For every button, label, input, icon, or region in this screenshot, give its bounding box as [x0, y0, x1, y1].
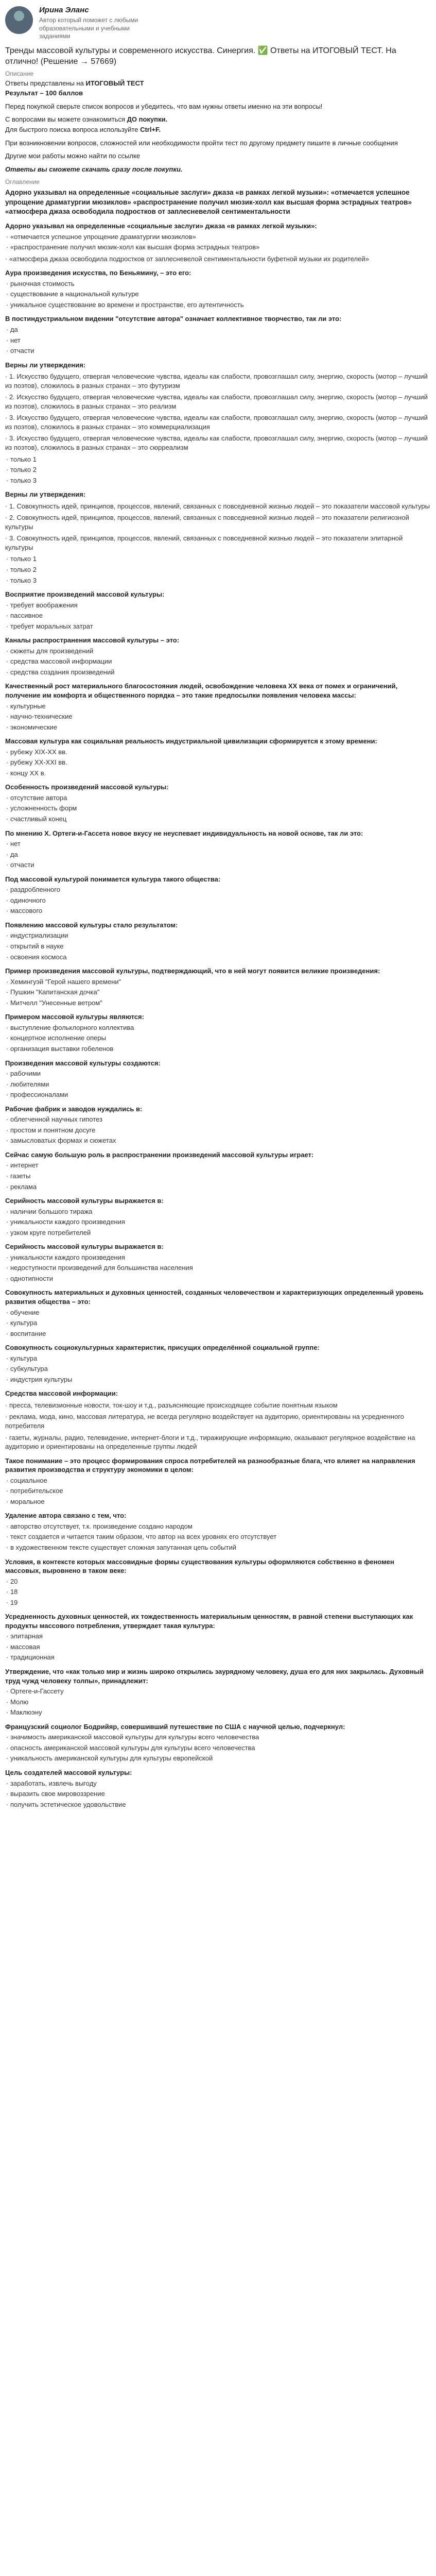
question-text: Цель создателей массовой культуры:	[5, 1768, 132, 1776]
answer-option: · да	[6, 325, 18, 333]
answer-option: · одиночного	[6, 896, 46, 904]
answer-option: · только 2	[6, 466, 37, 474]
answer-option: · существование в национальной культуре	[6, 290, 139, 298]
question-block	[5, 1557, 431, 1607]
question-text: Восприятие произведений массовой культуры:	[5, 590, 165, 599]
answer-option: · средства создания произведений	[6, 668, 115, 676]
answer-option: · любителями	[6, 1080, 49, 1088]
question-block	[5, 636, 431, 676]
answer-option: · облегченной научных гипотез	[6, 1115, 102, 1124]
question-block	[5, 1722, 431, 1763]
answer-option: · рыночная стоимость	[6, 279, 75, 287]
answer-option: · заработать, извлечь выгоду	[6, 1779, 97, 1787]
page-title: Тренды массовой культуры и современного искусства. Синергия. ✅ Ответы на ИТОГОВЫЙ ТЕСТ. На отлично! (Решение → 57669)	[5, 46, 396, 66]
answer-option: · культурные	[6, 702, 46, 710]
question-block	[5, 1105, 431, 1145]
question-block	[5, 1667, 431, 1717]
question-text: Особенность произведений массовой культуры:	[5, 783, 169, 791]
paragraph-other-works[interactable]: Другие мои работы можно найти по ссылке	[5, 152, 141, 160]
question-block	[5, 1456, 431, 1506]
answer-option: · Ортеге-и-Гассету	[6, 1687, 64, 1696]
question-text: Верны ли утверждения:	[5, 361, 86, 369]
question-text: Пример произведения массовой культуры, подтверждающий, что в ней могут появится великие произведения:	[5, 967, 380, 975]
question-block	[5, 1612, 431, 1662]
answer-option: · только 1	[6, 555, 37, 563]
answer-option: · 2. Искусство будущего, отвергая человеческие чувства, идеалы как слабости, провозглашал силу, энергию, скорость (мотор – лучший из поэтов), сложилось в разных странах – это реализм	[5, 393, 428, 410]
question-text: Условия, в контексте которых массовидные формы существования культуры оформляются собственно в феномен массовых, выровнено в таком веке:	[5, 1557, 394, 1575]
answer-option: · замысловатых формах и сюжетах	[6, 1137, 116, 1145]
answer-option: · в художественном тексте существует сложная запутанная цепь событий	[6, 1544, 236, 1552]
question-block	[5, 1150, 431, 1191]
answer-option: · простом и понятном досуге	[6, 1126, 96, 1134]
question-text: Массовая культура как социальная реальность индустриальной цивилизации сформируется к этому времени:	[5, 737, 377, 745]
question-block	[5, 1389, 431, 1451]
answer-option: · концу XX в.	[6, 769, 46, 777]
answer-option: · отчасти	[6, 347, 34, 355]
answer-option: · Хемингуэй "Герой нашего времени"	[6, 977, 121, 986]
question-block	[5, 268, 431, 309]
paragraph-preview	[5, 115, 431, 124]
question-text: Утверждение, что «как только мир и жизнь широко открылись заурядному человеку, душа его для них закрылась. Духовный труд чужд человеку толпы», принадлежит:	[5, 1668, 424, 1685]
author-name[interactable]: Ирина Эланс	[39, 6, 89, 14]
question-text: Удаление автора связано с тем, что:	[5, 1512, 127, 1520]
answer-option: · освоения космоса	[6, 953, 67, 961]
question-block	[5, 490, 431, 585]
question-block	[5, 875, 431, 916]
question-text: Появлению массовой культуры стало результатом:	[5, 921, 178, 929]
answer-option: · культура	[6, 1319, 38, 1327]
paragraph-search	[5, 125, 431, 134]
question-text: Серийность массовой культуры выражается в:	[5, 1243, 164, 1251]
answer-option: · традиционная	[6, 1653, 55, 1662]
answer-option: · массового	[6, 907, 43, 915]
answer-option: · усложненность форм	[6, 804, 77, 812]
answer-option: · экономические	[6, 723, 57, 731]
toc-label: Оглавление	[5, 178, 40, 186]
question-block	[5, 737, 431, 777]
answer-option: · однотипности	[6, 1274, 53, 1282]
answer-option: · требует моральных затрат	[6, 622, 93, 630]
answer-option: · 1. Совокупность идей, принципов, процессов, явлений, связанных с повседневной жизнью людей – это показатели массовой культуры	[5, 502, 430, 510]
question-block	[5, 829, 431, 870]
answer-option: · 19	[6, 1598, 18, 1606]
search-prefix: Для быстрого поиска вопроса используйте	[5, 126, 141, 133]
answer-option: · «распространение получил мюзик-холл как высшая форма эстрадных театров»	[6, 243, 260, 251]
intro-prefix: Ответы представлены на	[5, 79, 86, 87]
question-block	[5, 682, 431, 732]
question-text: Усредненность духовных ценностей, их тождественность материальным ценностям, в равной степени выступающих как продукты массового потребления, утверждает такая культура:	[5, 1613, 413, 1630]
answer-option: · 3. Совокупность идей, принципов, процессов, явлений, связанных с повседневной жизнью людей – это показатели элитарной культуры	[5, 534, 403, 551]
answer-option: · только 3	[6, 476, 37, 484]
answer-option: · открытий в науке	[6, 942, 64, 951]
answer-option: · газеты	[6, 1172, 31, 1180]
question-text: Сейчас самую большую роль в распространении произведений массовой культуры играет:	[5, 1150, 314, 1159]
answer-option: · концертное исполнение оперы	[6, 1034, 106, 1042]
answer-option: · только 1	[6, 455, 37, 463]
question-text: Под массовой культурой понимается культура такого общества:	[5, 875, 221, 883]
answer-option: · 1. Искусство будущего, отвергая человеческие чувства, идеалы как слабости, провозглашал силу, энергию, скорость (мотор – лучший из поэтов), сложилось в разных странах – это футуризм	[5, 372, 428, 389]
question-block	[5, 1012, 431, 1053]
author-info	[39, 4, 158, 41]
question-block	[5, 1196, 431, 1237]
question-text: Совокупность материальных и духовных ценностей, созданных человечеством и характеризующих определенный уровень развития общества – это:	[5, 1289, 424, 1306]
answer-option: · рубежу XX-XXI вв.	[6, 758, 67, 767]
paragraph-contact: При возникновении вопросов, сложностей или необходимости пройти тест по другому предмету пишите в личные сообщения	[5, 139, 398, 147]
answer-option: · культура	[6, 1354, 38, 1362]
answer-option: · текст создается и читается таким образом, что автор на всех уровнях его отсутствует	[6, 1533, 277, 1541]
questions-list	[5, 222, 431, 1809]
author-description: Автор который поможет с любыми образовательными и учебными заданиями	[39, 16, 138, 40]
question-block	[5, 1242, 431, 1283]
question-block	[5, 361, 431, 485]
question-block	[5, 783, 431, 823]
answer-option: · значимость американской массовой культуры для культуры всего человечества	[6, 1733, 259, 1741]
question-text: Адорно указывал на определенные «социальные заслуги» джаза «в рамках легкой музыки»:	[5, 222, 317, 230]
question-text: Средства массовой информации:	[5, 1389, 118, 1398]
answer-option: · организация выставки гобеленов	[6, 1044, 114, 1053]
question-text: Примером массовой культуры являются:	[5, 1013, 144, 1021]
answer-option: · уникальности каждого произведения	[6, 1218, 125, 1226]
answer-option: · индустриализации	[6, 931, 68, 940]
answer-option: · Молю	[6, 1698, 29, 1706]
answer-option: · наличии большого тиража	[6, 1207, 93, 1215]
answer-option: · пресса, телевизионные новости, ток-шоу и т.д., разъясняющие происходящее событие понятным языком	[5, 1401, 338, 1409]
answer-option: · отсутствие автора	[6, 793, 67, 802]
answer-option: · воспитание	[6, 1329, 46, 1337]
avatar[interactable]	[5, 6, 33, 34]
answer-option: · нет	[6, 336, 21, 344]
question-text: Произведения массовой культуры создаются:	[5, 1059, 161, 1067]
answer-option: · уникальное существование во времени и пространстве, его аутентичность	[6, 300, 244, 309]
result-line: Результат – 100 баллов	[5, 89, 83, 97]
answer-option: · средства массовой информации	[6, 657, 112, 666]
question-block	[5, 921, 431, 961]
question-text: Каналы распространения массовой культуры – это:	[5, 636, 180, 645]
question-text: По мнению Х. Ортеги-и-Гассета новое вкусу не неуспевает индивидуальность на новой основе, так ли это:	[5, 829, 363, 837]
question-block	[5, 1511, 431, 1552]
answer-option: · уникальности каждого произведения	[6, 1253, 125, 1261]
answer-option: · газеты, журналы, радио, телевидение, интернет-блоги и т.д., тиражирующие информацию, оказывают регулярное воздействие на аудиторию и ориентированы на определенные группы людей	[5, 1433, 415, 1451]
question-block	[5, 1059, 431, 1099]
answer-option: · авторство отсутствует, т.к. произведение создано народом	[6, 1522, 193, 1530]
answer-option: · 3. Искусство будущего, отвергая человеческие чувства, идеалы как слабости, провозглашал силу, энергию, скорость (мотор – лучший из поэтов), сложилось в разных странах – это коммерциализация	[5, 414, 428, 431]
answer-option: · выразить свое мировоззрение	[6, 1790, 105, 1798]
answer-option: · 18	[6, 1588, 18, 1596]
answer-option: · рубежу XIX-XX вв.	[6, 748, 67, 756]
answer-option: · пассивное	[6, 612, 43, 620]
question-block	[5, 222, 431, 263]
question-text: Такое понимание – это процесс формирования спроса потребителей на разнообразные блага, что влияет на направления развития производства и структуру экономики в целом:	[5, 1456, 415, 1474]
question-text: Аура произведения искусства, по Беньямину, – это его:	[5, 269, 191, 277]
description-label: Описание	[5, 70, 34, 77]
answer-option: · Пушкин "Капитанская дочка"	[6, 988, 100, 996]
author-block	[5, 4, 431, 41]
answer-option: · узком круге потребителей	[6, 1228, 91, 1236]
answer-option: · раздробленного	[6, 886, 60, 894]
answer-option: · только 3	[6, 576, 37, 584]
paragraph-download: Ответы вы сможете скачать сразу после покупки.	[5, 165, 183, 173]
question-block	[5, 1343, 431, 1384]
answer-option: · индустрия культуры	[6, 1375, 73, 1383]
answer-option: · реклама, мода, кино, массовая литература, не всегда регулярно воздействует на аудиторию, ориентированы на усредненного потребителя	[5, 1413, 404, 1430]
intro-line	[5, 79, 431, 88]
answer-option: · недоступности произведений для большинства населения	[6, 1264, 193, 1272]
preview-prefix: С вопросами вы можете ознакомиться	[5, 115, 127, 124]
toc-title[interactable]: Адорно указывал на определенные «социальные заслуги» джаза «в рамках легкой музыки»: «отмечается успешное упрощение драматургии мюзиклов» «распространение получил мюзик-холл как высшая форма эстрадных театров» «атмосфера джаза освободила подростков от заплесневелой сентиментальности	[5, 189, 412, 215]
answer-option: · 20	[6, 1577, 18, 1585]
answer-option: · требует воображения	[6, 601, 78, 609]
answer-option: · отчасти	[6, 861, 34, 869]
answer-option: · реклама	[6, 1182, 37, 1191]
question-block	[5, 314, 431, 355]
answer-option: · субкультура	[6, 1365, 48, 1373]
answer-option: · рабочими	[6, 1070, 41, 1078]
answer-option: · моральное	[6, 1497, 45, 1505]
answer-option: · счастливый конец	[6, 815, 67, 823]
answer-option: · Митчелл "Унесенные ветром"	[6, 998, 102, 1007]
question-text: Серийность массовой культуры выражается в:	[5, 1197, 164, 1205]
question-text: Рабочие фабрик и заводов нуждались в:	[5, 1105, 143, 1113]
question-block	[5, 590, 431, 631]
answer-option: · массовая	[6, 1642, 40, 1651]
question-text: В постиндустриальном видении "отсутствие автора" означает коллективное творчество, так ли это:	[5, 315, 342, 323]
answer-option: · уникальность американской культуры для культуры европейской	[6, 1754, 213, 1762]
answer-option: · обучение	[6, 1308, 40, 1316]
answer-option: · профессионалами	[6, 1091, 68, 1099]
answer-option: · только 2	[6, 565, 37, 573]
paragraph-check: Перед покупкой сверьте список вопросов и убедитесь, что вам нужны ответы именно на эти вопросы!	[5, 102, 323, 110]
answer-option: · социальное	[6, 1476, 47, 1484]
question-block	[5, 1768, 431, 1809]
answer-option: · «атмосфера джаза освободила подростков от заплесневелой сентиментальности буфетной музыки их родителей»	[5, 255, 369, 263]
question-block	[5, 1288, 431, 1338]
answer-option: · научно-технические	[6, 713, 73, 721]
answer-option: · 2. Совокупность идей, принципов, процессов, явлений, связанных с повседневной жизнью людей – это показатели религиозной культуры	[5, 514, 409, 531]
answer-option: · нет	[6, 840, 21, 848]
question-block	[5, 967, 431, 1007]
intro-bold: ИТОГОВЫЙ ТЕСТ	[85, 79, 144, 87]
answer-option: · потребительское	[6, 1487, 63, 1495]
question-text: Французский социолог Бодрийяр, совершивший путешествие по США с научной целью, подчеркнул:	[5, 1722, 345, 1731]
answer-option: · получить эстетическое удовольствие	[6, 1800, 126, 1808]
answer-option: · элитарная	[6, 1632, 43, 1640]
answer-option: · «отмечается успешное упрощение драматургии мюзиклов»	[6, 232, 196, 241]
answer-option: · интернет	[6, 1161, 39, 1170]
answer-option: · опасность американской массовой культуры для культуры всего человечества	[6, 1743, 255, 1752]
answer-option: · 3. Искусство будущего, отвергая человеческие чувства, идеалы как слабости, провозглашал силу, энергию, скорость (мотор – лучший из поэтов), сложилось в разных странах – это сюрреализм	[5, 434, 428, 451]
question-text: Качественный рост материального благосостояния людей, освобождение человека XX века от помех и ограничений, получение им комфорта и общественного порядка – это такие предпосылки появления человека массы:	[5, 682, 398, 699]
answer-option: · выступление фольклорного коллектива	[6, 1023, 134, 1031]
search-bold: Ctrl+F.	[140, 126, 161, 133]
answer-option: · сюжеты для произведений	[6, 647, 94, 655]
question-text: Верны ли утверждения:	[5, 490, 86, 499]
preview-bold: ДО покупки.	[127, 115, 168, 124]
answer-option: · Маклюэну	[6, 1708, 42, 1717]
answer-option: · да	[6, 850, 18, 858]
question-text: Совокупность социокультурных характеристик, присущих определённой социальной группе:	[5, 1344, 320, 1352]
